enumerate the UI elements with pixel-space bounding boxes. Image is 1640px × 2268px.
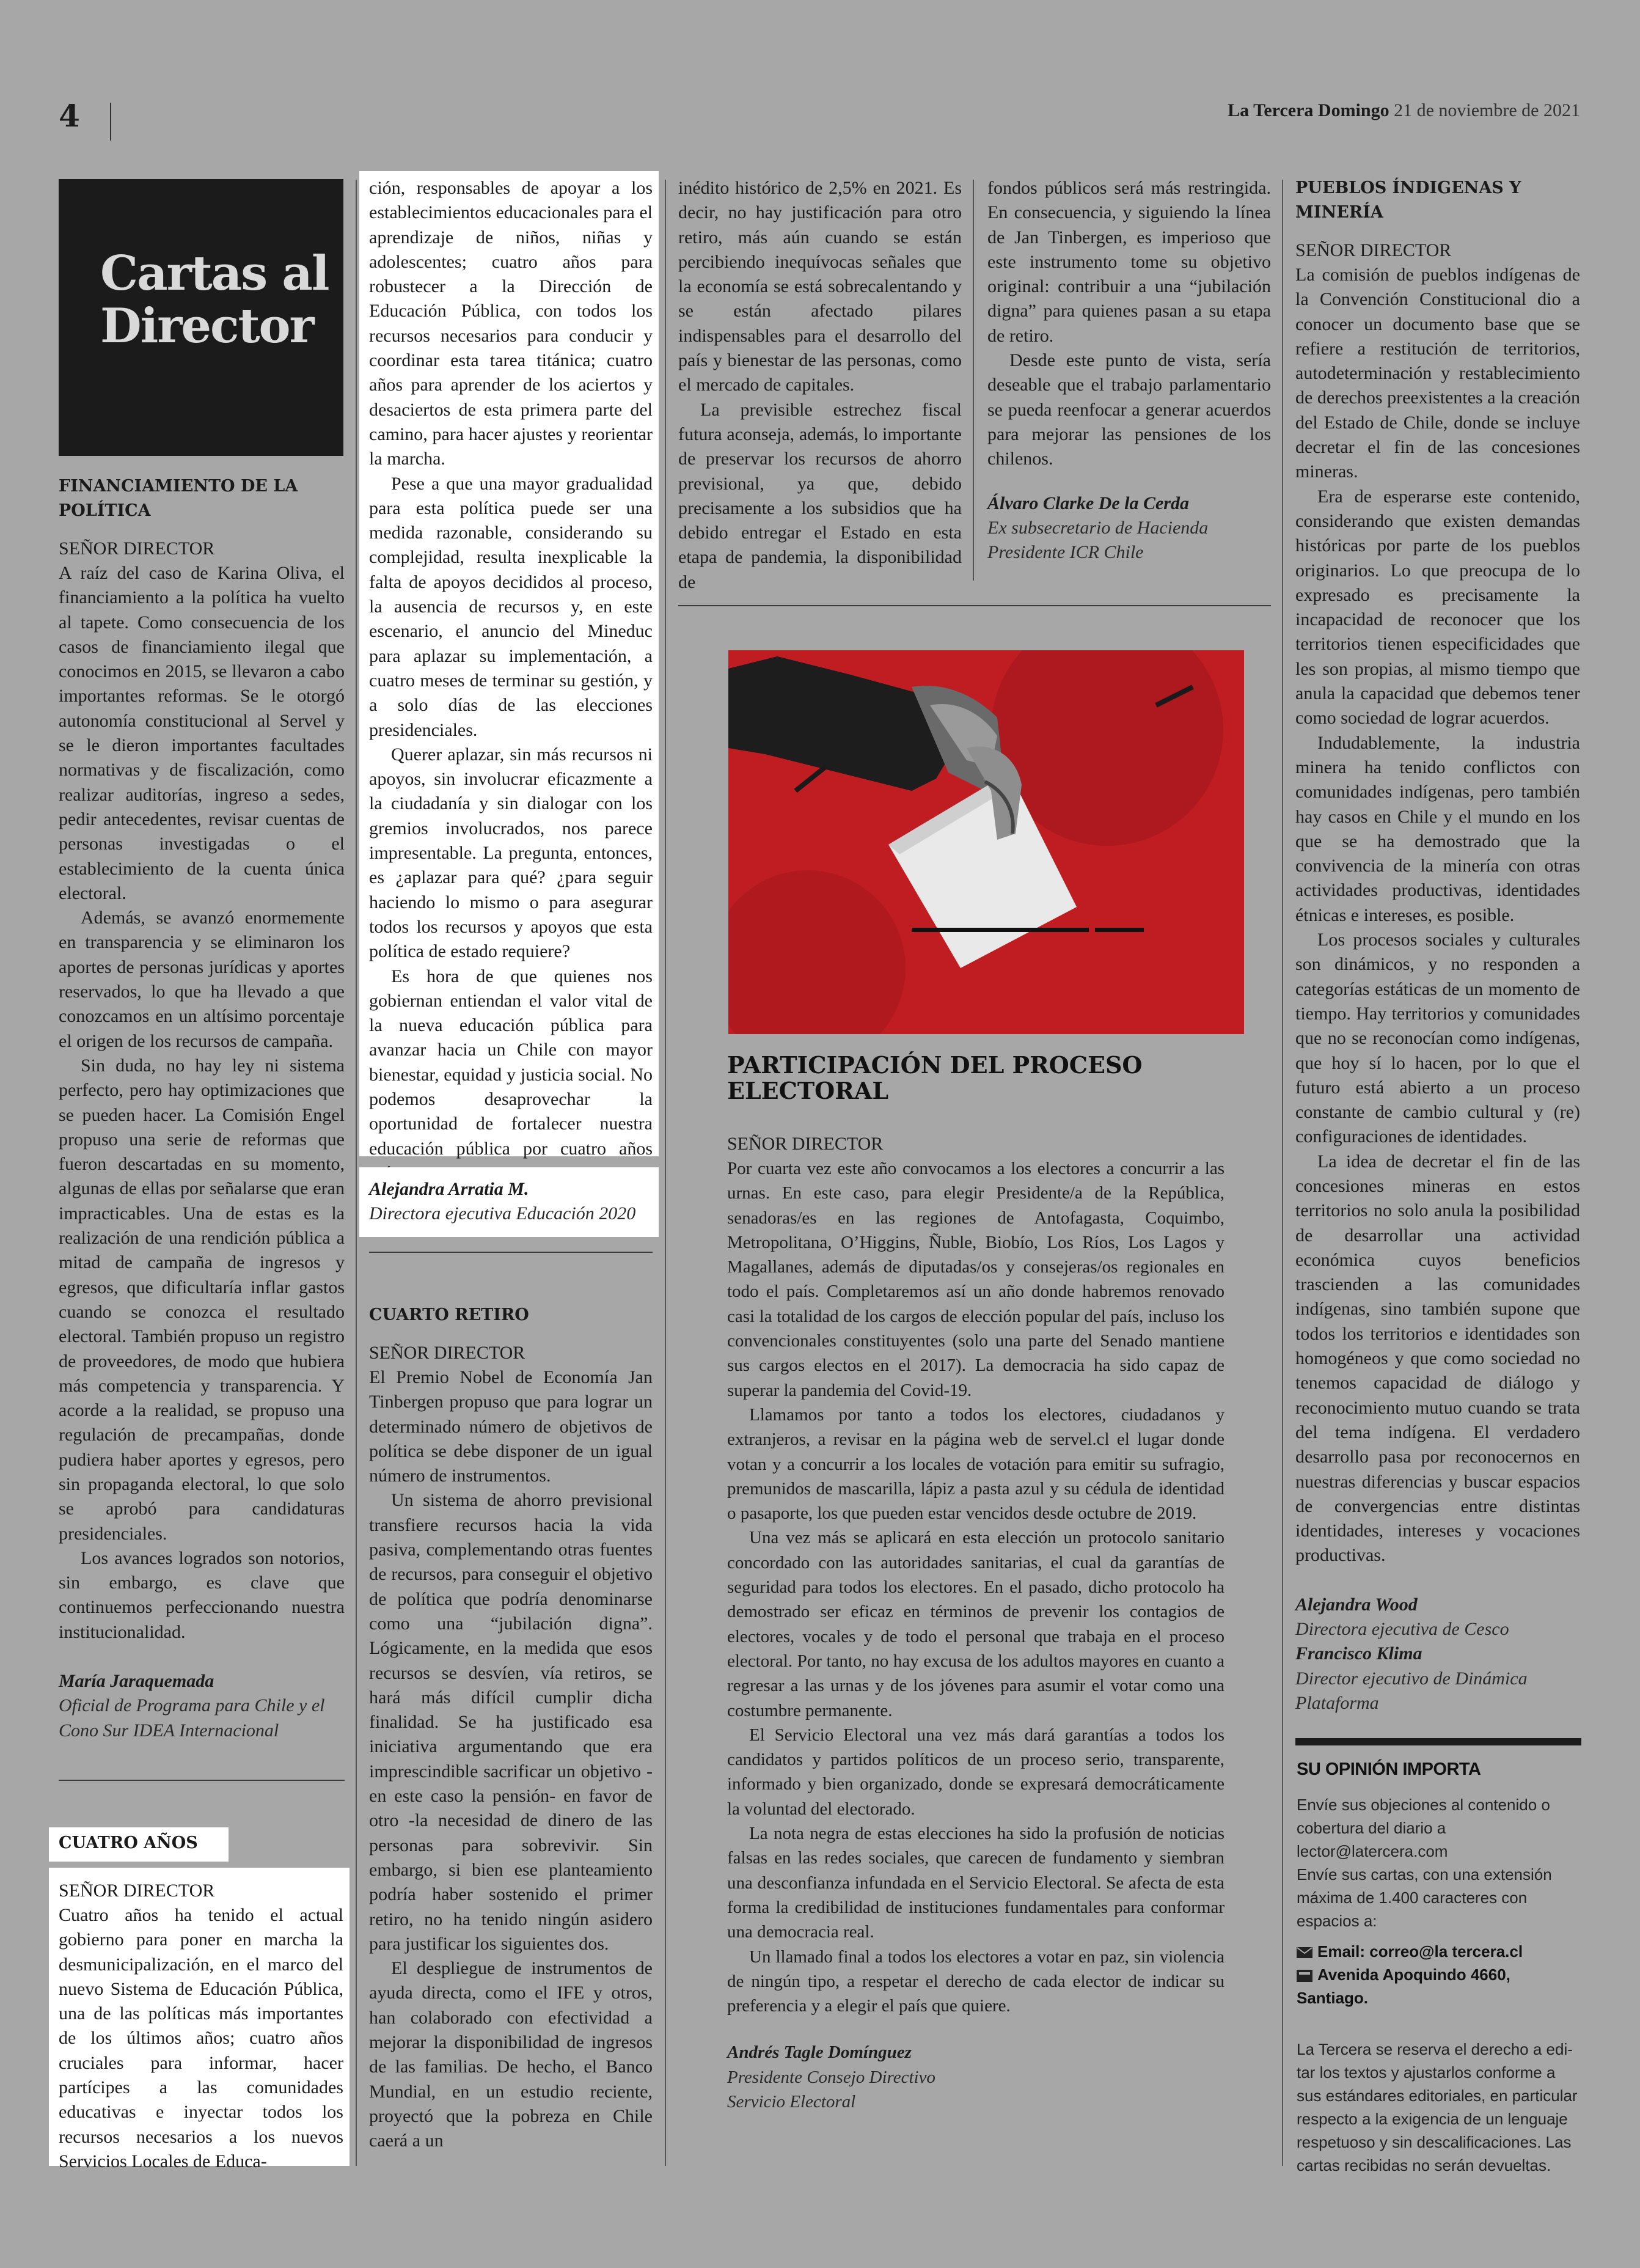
- email-text: Email: correo@la tercera.cl: [1317, 1942, 1523, 1961]
- paragraph: A raíz del caso de Karina Oliva, el financiamiento a la política ha vuelto al tapete. Como consecuencia de los casos de financiamiento ilegal que conocimos en 2015, se llevaron a cabo importantes reformas. Se le otorgó autonomía constitucional al Servel y se le dieron importantes facultades normativas y de fiscalización, como realizar auditorías, ingreso a sedes, pedir antecedentes, revisar cuentas de personas investigadas o el establecimiento de la cuenta única electoral.: [59, 563, 345, 903]
- address-contact: [1297, 1963, 1584, 2009]
- signature-role: Ex subsecretario de Hacienda: [987, 517, 1209, 538]
- divider: [59, 1780, 345, 1781]
- divider: [369, 1252, 653, 1253]
- paragraph: Un llamado final a todos los electores a votar en paz, sin violencia de ningún tipo, a respetar el derecho de cada elector de indicar su preferencia y a elegir el país que quiere.: [727, 1947, 1225, 2016]
- signature-role: Directora ejecutiva Educación 2020: [369, 1203, 636, 1224]
- paragraph: El Servicio Electoral una vez más dará garantías a todos los candidatos y partidos políticos de un proceso serio, transparente, informado y bien organizado, donde se expresará democráticamente la voluntad del electorado.: [727, 1725, 1225, 1819]
- paragraph: Cuatro años ha tenido el actual gobierno para poner en marcha la desmunicipalización, en el marco del nuevo Sistema de Educación Pública, una de las políticas más importantes de los últimos años; cuatro años cruciales para informar, hacer partícipes a las comunidades educativas e inyectar todos los recursos necesarios a los nuevos Servicios Locales de Educa-: [59, 1905, 343, 2171]
- paragraph: El Premio Nobel de Economía Jan Tinbergen propuso que para lograr un determinado número de objetivos de política se debe disponer de un igual número de instrumentos.: [369, 1367, 653, 1486]
- paragraph: El despliegue de instrumentos de ayuda directa, como el IFE y otros, han colaborado con efectividad a mejorar la disponibilidad de ingresos de las familias. De hecho, el Banco Mundial, en un estudio reciente, proyectó que la pobreza en Chile caerá a un: [369, 1958, 653, 2151]
- su-opinion-rule: [1295, 1738, 1581, 1745]
- paragraph: Por cuarta vez este año convocamos a los electores a concurrir a las urnas. En este caso, para elegir Presidente/a de la República, senadoras/es en las regiones de Antofagasta, Coquimbo, Metropolitana, O’Higgins, Ñuble, Biobío, Los Ríos, Los Lagos y Magallanes, además de diputadas/os y consejeras/os regionales en todo el país. Completaremos así un año donde habremos renovado casi la totalidad de los cargos de elección popular del país, incluso los convencionales constituyentes (solo una parte del Senado mantiene sus cargos electos en el 2017). La democracia ha sido capaz de superar la pandemia del Covid-19.: [727, 1159, 1225, 1400]
- intro-line: Envíe sus cartas, con una extensión: [1297, 1865, 1552, 1884]
- paragraph: ción, responsables de apoyar a los establecimientos educacionales para el aprendizaje de niños, niñas y adolescentes; cuatro años para robustecer a la Dirección de Educación Pública, con todos los recursos necesarios para conducir y coordinar esta tarea titánica; cuatro años para aprender de los aciertos y desaciertos de esta primera parte del camino, para hacer ajustes y reorientar la marcha.: [369, 178, 653, 469]
- disclaimer-line: cartas recibidas no serán devueltas.: [1297, 2156, 1551, 2174]
- paragraph: Llamamos por tanto a todos los electores, ciudadanos y extranjeros, a revisar en la página web de servel.cl el lugar donde votan y a concurrir a los locales de votación para emitir su sufragio, premunidos de mascarilla, lápiz a pasta azul y su cédula de identidad o pasaporte, los que pueden estar vencidos desde octubre de 2019.: [727, 1404, 1225, 1524]
- header-divider: [110, 103, 111, 141]
- signature-role: Presidente ICR Chile: [987, 542, 1144, 563]
- letter-cuatro-anos-part1: [59, 1879, 343, 2174]
- section-title-box: [59, 179, 343, 456]
- letter-title: PUEBLOS ÍNDIGENAS Y MINERÍA: [1295, 178, 1521, 222]
- section-title: [100, 248, 329, 353]
- mail-envelope-icon: [1297, 1970, 1312, 1982]
- letter-cuatro-anos-part2: [369, 176, 653, 1186]
- publication-name: La Tercera Domingo: [1228, 100, 1389, 120]
- intro-line: espacios a:: [1297, 1912, 1377, 1930]
- paragraph: La nota negra de estas elecciones ha sido la profusión de noticias falsas en las redes sociales, que carecen de fundamento y siembran una desconfianza infundada en el Servicio Electoral. Se afecta de esta forma la credibilidad de instituciones fundamentales para conformar una democracia real.: [727, 1824, 1225, 1942]
- paragraph: Los procesos sociales y culturales son dinámicos, y no responden a categorías estáticas de un momento de tiempo. Hay territorios y comunidades que no se reconocían como indígenas, que hoy sí lo hacen, por lo que el futuro está abierto a un proceso constante de cambio cultural y (re) configuraciones de identidades.: [1295, 930, 1580, 1147]
- paragraph: Una vez más se aplicará en esta elección un protocolo sanitario concordado con las autoridades sanitarias, el cual da garantías de seguridad para todos los electores. En el pasado, dicho protocolo ha demostrado ser eficaz en términos de prevenir los contagios de electores, vocales y de todo el personal que trabaja en el proceso electoral. Por tanto, no hay excusa de los adultos mayores en cuanto a regresar a las urnas y de los jóvenes para asumir el votar como una costumbre permanente.: [727, 1528, 1225, 1720]
- signature-name: Francisco Klima: [1295, 1643, 1422, 1664]
- paragraph: inédito histórico de 2,5% en 2021. Es decir, no hay justificación para otro retiro, más aún cuando se están percibiendo inequívocas señales que la economía se está sobrecalentando y se están afectado pilares indispensables para el desarrollo del país y bienestar de las personas, como el mercado de capitales.: [678, 178, 962, 395]
- paragraph: fondos públicos será más restringida. En consecuencia, y siguiendo la línea de Jan Tinbergen, es imperioso que este instrumento tome su objetivo original: contribuir a una “jubilación digna” para quienes pasan a su etapa de retiro.: [987, 178, 1271, 346]
- paragraph: Un sistema de ahorro previsional transfiere recursos hacia la vida pasiva, complementando otras fuentes de recursos, para conseguir el objetivo de política que podría denominarse como una “jubilación digna”. Lógicamente, en la medida que esos recursos se desvíen, vía retiros, se hará más difícil cumplir dicha finalidad. Se ha justificado esa iniciativa argumentando que era imprescindible sacrificar un objetivo -en este caso la pensión- en favor de otro -la necesidad de dinero de las personas para sobrevivir. Sin embargo, si bien ese planteamiento podría haber sostenido el primer retiro, no ha tenido ningún asidero para justificar los siguientes dos.: [369, 1490, 653, 1954]
- salutation: SEÑOR DIRECTOR: [59, 1881, 215, 1901]
- email-contact: [1297, 1940, 1584, 1963]
- letter-title-line2: ELECTORAL: [727, 1077, 889, 1104]
- signature-name: Álvaro Clarke De la Cerda: [987, 493, 1189, 513]
- section-title-line1: Cartas al: [100, 246, 329, 301]
- publication-date: 21 de noviembre de 2021: [1394, 100, 1580, 120]
- letter-cuarto-retiro-part1: [369, 1303, 653, 2154]
- signature-role: Director ejecutivo de Dinámica: [1295, 1668, 1528, 1689]
- letter-pueblos: [1295, 176, 1580, 1716]
- paragraph: Además, se avanzó enormemente en transparencia y se eliminaron los aportes de personas jurídicas y aportes reservados, lo que ha llevado a que conozcamos en un altísimo porcentaje el origen de los recursos de campaña.: [59, 908, 345, 1051]
- paragraph: Desde este punto de vista, sería deseable que el trabajo parlamentario se pueda reenfocar a generar acuerdos para mejorar las pensiones de los chilenos.: [987, 350, 1271, 469]
- letter-title: CUATRO AÑOS: [59, 1833, 198, 1852]
- disclaimer-line: respecto a la exigencia de un lenguaje: [1297, 2110, 1568, 2128]
- intro-line: máxima de 1.400 caracteres con: [1297, 1888, 1528, 1907]
- disclaimer-line: respetuoso y sin descalificaciones. Las: [1297, 2133, 1572, 2151]
- paragraph: Era de esperarse este contenido, considerando que existen demandas históricas por parte de los pueblos originarios. Lo que preocupa de lo expresado es precisamente la incapacidad de reconocer que los territorios tienen especificidades que les son propias, al mismo tiempo que anula la capacidad que debemos tener como sociedad de lograr acuerdos.: [1295, 486, 1580, 728]
- letter-cuarto-retiro-part3: [987, 176, 1271, 565]
- column-divider: [973, 180, 974, 581]
- signature-name: Alejandra Wood: [1295, 1594, 1418, 1615]
- paragraph: Sin duda, no hay ley ni sistema perfecto, pero hay optimizaciones que se pueden hacer. La Comisión Engel propuso una serie de reformas que fueron descartadas en su momento, algunas de ellas por señalarse que eran impracticables. Una de estas es la realización de una rendición pública a mitad de campaña de ingresos y egresos, que dificultaría inflar gastos cuando se conozca el resultado electoral. También propuso un registro de proveedores, de modo que hubiera más competencia y transparencia. Y acorde a la realidad, se propuso una regulación de precampañas, donde pudiera haber aportes y egresos, pero sin propaganda electoral, lo que solo se aprobó para candidaturas presidenciales.: [59, 1055, 345, 1544]
- column-divider: [665, 180, 666, 2166]
- intro-email: lector@latercera.com: [1297, 1842, 1448, 1860]
- disclaimer-line: tar los textos y ajustarlos conforme a: [1297, 2063, 1556, 2082]
- paragraph: Es hora de que quienes nos gobiernan entiendan el valor vital de la nueva educación pública para avanzar hacia un Chile con mayor bienestar, equidad y justicia social. No podemos desaprovechar la oportunidad de fortalecer nuestra educación pública por cuatro años: [369, 966, 653, 1159]
- divider: [678, 605, 1271, 606]
- email-icon: [1297, 1947, 1312, 1958]
- salutation: SEÑOR DIRECTOR: [59, 538, 215, 559]
- paragraph: La previsible estrechez fiscal futura aconseja, además, lo importante de preservar los recursos de ahorro previsional, ya que, debido precisamente a los subsidios que ha debido entregar el Estado en esta etapa de pandemia, la disponibilidad de: [678, 399, 962, 592]
- signature-role: Cono Sur IDEA Internacional: [59, 1720, 279, 1741]
- masthead: [1228, 100, 1580, 121]
- paragraph: Indudablemente, la industria minera ha tenido conflictos con comunidades indígenas, pero también hay casos en Chile y el mundo en los que se ha demostrado que la convivencia de la minería con otras actividades productivas, identidades étnicas e intereses, es posible.: [1295, 732, 1580, 925]
- signature-name: María Jaraquemada: [59, 1671, 214, 1692]
- letter-financiamiento: [59, 474, 345, 1743]
- participacion-title: [727, 1052, 1143, 1104]
- signature-name: Andrés Tagle Domínguez: [727, 2042, 912, 2063]
- ballot-illustration: [728, 650, 1244, 1034]
- salutation: SEÑOR DIRECTOR: [1295, 240, 1452, 260]
- signature-role: Plataforma: [1295, 1692, 1379, 1713]
- paragraph: Los avances logrados son notorios, sin embargo, es clave que continuemos perfeccionando nuestra institucionalidad.: [59, 1547, 345, 1642]
- intro-line: Envíe sus objeciones al contenido o: [1297, 1796, 1550, 1814]
- signature-role: Servicio Electoral: [727, 2091, 856, 2112]
- cuatro-anos-signature: [369, 1177, 635, 1226]
- letter-participacion: [727, 1132, 1225, 2114]
- letter-title: FINANCIAMIENTO DE LA POLÍTICA: [59, 477, 298, 520]
- disclaimer-line: La Tercera se reserva el derecho a edi-: [1297, 2040, 1573, 2058]
- paragraph: La idea de decretar el fin de las concesiones mineras en estos territorios no solo anula la posibilidad de desarrollar una actividad económica cuyos beneficios trascienden a las comunidades indígenas, sino también supone que todos los territorios e identidades son homogéneos y que como sociedad no tenemos capacidad de diálogo y reconocimiento mutuo cuando se trata del tema indígena. El verdadero desarrollo pasa por reconocernos en nuestras diferencias y buscar espacios de convergencias entre distintas identidades, intereses y vocaciones productivas.: [1295, 1151, 1580, 1566]
- signature-role: Presidente Consejo Directivo: [727, 2067, 935, 2087]
- salutation: SEÑOR DIRECTOR: [727, 1134, 884, 1154]
- column-divider: [356, 180, 357, 2166]
- letter-cuarto-retiro-part2: [678, 176, 962, 595]
- salutation: SEÑOR DIRECTOR: [369, 1343, 525, 1363]
- su-opinion-box: [1297, 1758, 1584, 2177]
- address-text: Avenida Apoquindo 4660, Santiago.: [1297, 1965, 1510, 2007]
- signature-role: Directora ejecutiva de Cesco: [1295, 1619, 1509, 1640]
- su-opinion-title: SU OPINIÓN IMPORTA: [1297, 1760, 1481, 1779]
- intro-line: cobertura del diario a: [1297, 1819, 1446, 1837]
- paragraph: Querer aplazar, sin más recursos ni apoyos, sin involucrar eficazmente a la ciudadanía y sin dialogar con los gremios involucrados, nos parece impresentable. La pregunta, entonces, es ¿aplazar para qué? ¿para seguir haciendo lo mismo o para asegurar todos los recursos y apoyos que esta política de estado requiere?: [369, 744, 653, 962]
- column-divider: [1282, 180, 1283, 2166]
- letter-title: CUARTO RETIRO: [369, 1305, 529, 1324]
- signature-name: Alejandra Arratia M.: [369, 1179, 529, 1199]
- section-title-line2: Director: [100, 298, 313, 354]
- disclaimer-line: sus estándares editoriales, en particular: [1297, 2086, 1578, 2105]
- paragraph: La comisión de pueblos indígenas de la Convención Constitucional dio a conocer un documento base que se refiere a restitución de territorios, autodeterminación y restablecimiento de derechos preexistentes a la creación del Estado de Chile, donde se incluye decretar el fin de las concesiones mineras.: [1295, 265, 1580, 482]
- letter-title-line1: PARTICIPACIÓN DEL PROCESO: [727, 1051, 1143, 1079]
- page-number: 4: [59, 98, 80, 134]
- signature-role: Oficial de Programa para Chile y el: [59, 1695, 325, 1716]
- paragraph: Pese a que una mayor gradualidad para esta política puede ser una medida razonable, considerando su complejidad, resulta inexplicable la falta de apoyos decididos al proceso, la ausencia de recursos y, en este escenario, el anuncio del Mineduc para aplazar su implementación, a cuatro meses de terminar su gestión, y a solo días de las elecciones presidenciales.: [369, 473, 653, 740]
